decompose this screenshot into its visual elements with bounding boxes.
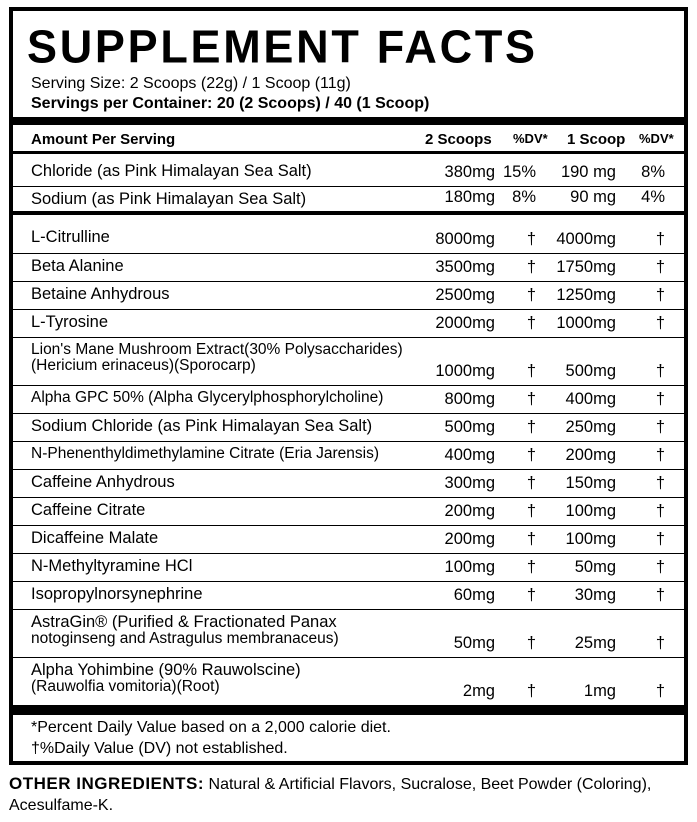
ingredient-name bbox=[31, 661, 301, 696]
dv-one-scoop: † bbox=[655, 314, 665, 332]
ingredient-source: (Hericium erinaceus)(Sporocarp) bbox=[31, 357, 256, 374]
dv-two-scoops: † bbox=[526, 474, 536, 492]
dv-two-scoops: 8% bbox=[512, 188, 536, 206]
ingredient-name bbox=[31, 257, 124, 276]
table-row bbox=[13, 525, 684, 553]
dv-footnote: *Percent Daily Value based on a 2,000 calorie diet. bbox=[31, 719, 391, 736]
amount-two-scoops: 3500mg bbox=[435, 258, 495, 276]
dv-one-scoop: † bbox=[655, 502, 665, 520]
dv-one-scoop: † bbox=[655, 418, 665, 436]
dagger-footnote: †%Daily Value (DV) not established. bbox=[31, 740, 288, 757]
amount-two-scoops: 300mg bbox=[444, 474, 495, 492]
thick-divider-middle bbox=[13, 211, 684, 215]
ingredient-name-text: Alpha GPC 50% (Alpha Glycerylphosphorylcholine) bbox=[31, 389, 384, 406]
table-row bbox=[13, 253, 684, 281]
servings-per-container: Servings per Container: 20 (2 Scoops) / 40 (1 Scoop) bbox=[31, 95, 430, 112]
table-row bbox=[13, 441, 684, 469]
ingredient-name-text: Isopropylnorsynephrine bbox=[31, 585, 203, 603]
amount-two-scoops: 800mg bbox=[444, 390, 495, 408]
ingredient-name-text: Chloride (as Pink Himalayan Sea Salt) bbox=[31, 162, 312, 180]
dv-one-scoop: † bbox=[655, 230, 665, 248]
dv-two-scoops: † bbox=[526, 230, 536, 248]
amount-one-scoop: 30mg bbox=[574, 586, 616, 604]
dv-two-scoops: † bbox=[526, 530, 536, 548]
table-row bbox=[13, 497, 684, 525]
dv-one-scoop: 8% bbox=[641, 163, 665, 181]
amount-one-scoop: 25mg bbox=[574, 634, 616, 652]
dv-one-scoop: † bbox=[655, 258, 665, 276]
table-row bbox=[13, 469, 684, 497]
dv-one-scoop: 4% bbox=[641, 188, 665, 206]
ingredient-name-text: AstraGin® (Purified & Fractionated Panax bbox=[31, 613, 337, 631]
ingredient-name bbox=[31, 190, 306, 209]
dv-two-scoops: 15% bbox=[502, 163, 536, 181]
ingredient-name bbox=[31, 473, 175, 492]
ingredient-name bbox=[31, 228, 110, 247]
ingredient-name bbox=[31, 417, 372, 436]
ingredient-name bbox=[31, 613, 339, 648]
table-row bbox=[13, 657, 684, 705]
amount-two-scoops: 380mg bbox=[444, 163, 495, 181]
other-ingredients bbox=[9, 773, 689, 816]
dv-two-scoops: † bbox=[526, 502, 536, 520]
amount-one-scoop: 250mg bbox=[565, 418, 616, 436]
ingredient-name-text: N-Methyltyramine HCl bbox=[31, 557, 193, 575]
amount-two-scoops: 2500mg bbox=[435, 286, 495, 304]
amount-one-scoop: 400mg bbox=[565, 390, 616, 408]
amount-one-scoop: 1000mg bbox=[556, 314, 616, 332]
ingredient-source: (Rauwolfia vomitoria)(Root) bbox=[31, 678, 220, 695]
ingredient-name-text: Caffeine Citrate bbox=[31, 501, 146, 519]
dv-one-scoop: † bbox=[655, 634, 665, 652]
amount-one-scoop: 1mg bbox=[583, 682, 616, 700]
dv-one-scoop: † bbox=[655, 474, 665, 492]
ingredient-name bbox=[31, 501, 145, 520]
supplement-facts-panel bbox=[9, 7, 688, 765]
table-row bbox=[13, 186, 684, 211]
dv-two-scoops: † bbox=[526, 682, 536, 700]
ingredient-name-text: Dicaffeine Malate bbox=[31, 529, 159, 547]
amount-one-scoop: 1750mg bbox=[556, 258, 616, 276]
table-row bbox=[13, 581, 684, 609]
amount-one-scoop: 190 mg bbox=[560, 163, 616, 181]
ingredient-source: notoginseng and Astragulus membranaceus) bbox=[31, 630, 339, 647]
dv-two-scoops: † bbox=[526, 446, 536, 464]
panel-title: SUPPLEMENT FACTS bbox=[27, 19, 538, 73]
dv-two-scoops: † bbox=[526, 586, 536, 604]
ingredient-name-text: Lion's Mane Mushroom Extract(30% Polysaccharides) bbox=[31, 341, 403, 358]
ingredient-name bbox=[31, 313, 108, 332]
dv-one-scoop: † bbox=[655, 586, 665, 604]
ingredient-name-text: N-Phenenthyldimethylamine Citrate (Eria Jarensis) bbox=[31, 445, 380, 462]
amount-one-scoop: 150mg bbox=[565, 474, 616, 492]
header-amount-per-serving: Amount Per Serving bbox=[31, 131, 176, 148]
ingredient-name-text: Sodium (as Pink Himalayan Sea Salt) bbox=[31, 190, 307, 208]
other-ingredients-label: OTHER INGREDIENTS: bbox=[9, 774, 205, 793]
amount-one-scoop: 500mg bbox=[565, 362, 616, 380]
dv-one-scoop: † bbox=[655, 682, 665, 700]
ingredient-name bbox=[31, 162, 312, 181]
ingredient-name-text: L-Citrulline bbox=[31, 228, 110, 246]
thick-divider-bottom bbox=[13, 705, 684, 715]
amount-two-scoops: 100mg bbox=[444, 558, 495, 576]
ingredient-name bbox=[31, 285, 170, 304]
dv-one-scoop: † bbox=[655, 286, 665, 304]
dv-two-scoops: † bbox=[526, 558, 536, 576]
ingredient-name-text: Alpha Yohimbine (90% Rauwolscine) bbox=[31, 661, 301, 679]
header-one-scoop: 1 Scoop bbox=[567, 131, 626, 148]
amount-two-scoops: 2000mg bbox=[435, 314, 495, 332]
dv-two-scoops: † bbox=[526, 390, 536, 408]
amount-one-scoop: 200mg bbox=[565, 446, 616, 464]
amount-two-scoops: 400mg bbox=[444, 446, 495, 464]
table-row bbox=[13, 337, 684, 385]
ingredient-name bbox=[31, 389, 383, 407]
dv-two-scoops: † bbox=[526, 634, 536, 652]
ingredient-name bbox=[31, 445, 379, 463]
ingredient-name-text: Betaine Anhydrous bbox=[31, 285, 170, 303]
amount-one-scoop: 100mg bbox=[565, 502, 616, 520]
table-row bbox=[13, 281, 684, 309]
ingredient-name bbox=[31, 557, 192, 576]
dv-two-scoops: † bbox=[526, 286, 536, 304]
other-ingredients-text: Natural & Artificial Flavors, Sucralose, Beet Powder (Coloring), Acesulfame-K. bbox=[9, 776, 652, 814]
header-dv-one-scoop: %DV* bbox=[639, 131, 674, 146]
ingredient-name bbox=[31, 529, 158, 548]
amount-two-scoops: 60mg bbox=[453, 586, 495, 604]
ingredient-name bbox=[31, 341, 403, 375]
table-row bbox=[13, 609, 684, 657]
serving-size: Serving Size: 2 Scoops (22g) / 1 Scoop (11g) bbox=[31, 75, 351, 92]
table-row bbox=[13, 553, 684, 581]
amount-one-scoop: 50mg bbox=[574, 558, 616, 576]
ingredient-name bbox=[31, 585, 203, 604]
dv-two-scoops: † bbox=[526, 314, 536, 332]
amount-two-scoops: 50mg bbox=[453, 634, 495, 652]
table-row bbox=[13, 309, 684, 337]
header-divider bbox=[13, 151, 684, 154]
dv-two-scoops: † bbox=[526, 258, 536, 276]
amount-two-scoops: 1000mg bbox=[435, 362, 495, 380]
dv-one-scoop: † bbox=[655, 362, 665, 380]
header-dv-two-scoops: %DV* bbox=[513, 131, 548, 146]
dv-one-scoop: † bbox=[655, 390, 665, 408]
table-row bbox=[13, 385, 684, 413]
amount-one-scoop: 4000mg bbox=[556, 230, 616, 248]
amount-one-scoop: 100mg bbox=[565, 530, 616, 548]
dv-one-scoop: † bbox=[655, 530, 665, 548]
amount-one-scoop: 1250mg bbox=[556, 286, 616, 304]
ingredient-name-text: L-Tyrosine bbox=[31, 313, 109, 331]
amount-two-scoops: 200mg bbox=[444, 502, 495, 520]
ingredient-name-text: Beta Alanine bbox=[31, 257, 124, 275]
amount-one-scoop: 90 mg bbox=[570, 188, 616, 206]
amount-two-scoops: 8000mg bbox=[435, 230, 495, 248]
dv-one-scoop: † bbox=[655, 446, 665, 464]
dv-two-scoops: † bbox=[526, 418, 536, 436]
amount-two-scoops: 180mg bbox=[444, 188, 495, 206]
dv-two-scoops: † bbox=[526, 362, 536, 380]
table-row bbox=[13, 224, 684, 253]
dv-one-scoop: † bbox=[655, 558, 665, 576]
amount-two-scoops: 500mg bbox=[444, 418, 495, 436]
amount-two-scoops: 2mg bbox=[462, 682, 495, 700]
table-row bbox=[13, 413, 684, 441]
table-row bbox=[13, 158, 684, 186]
ingredient-name-text: Sodium Chloride (as Pink Himalayan Sea Salt) bbox=[31, 417, 373, 435]
amount-two-scoops: 200mg bbox=[444, 530, 495, 548]
header-two-scoops: 2 Scoops bbox=[425, 131, 492, 148]
ingredient-name-text: Caffeine Anhydrous bbox=[31, 473, 175, 491]
thick-divider-top bbox=[13, 117, 684, 125]
